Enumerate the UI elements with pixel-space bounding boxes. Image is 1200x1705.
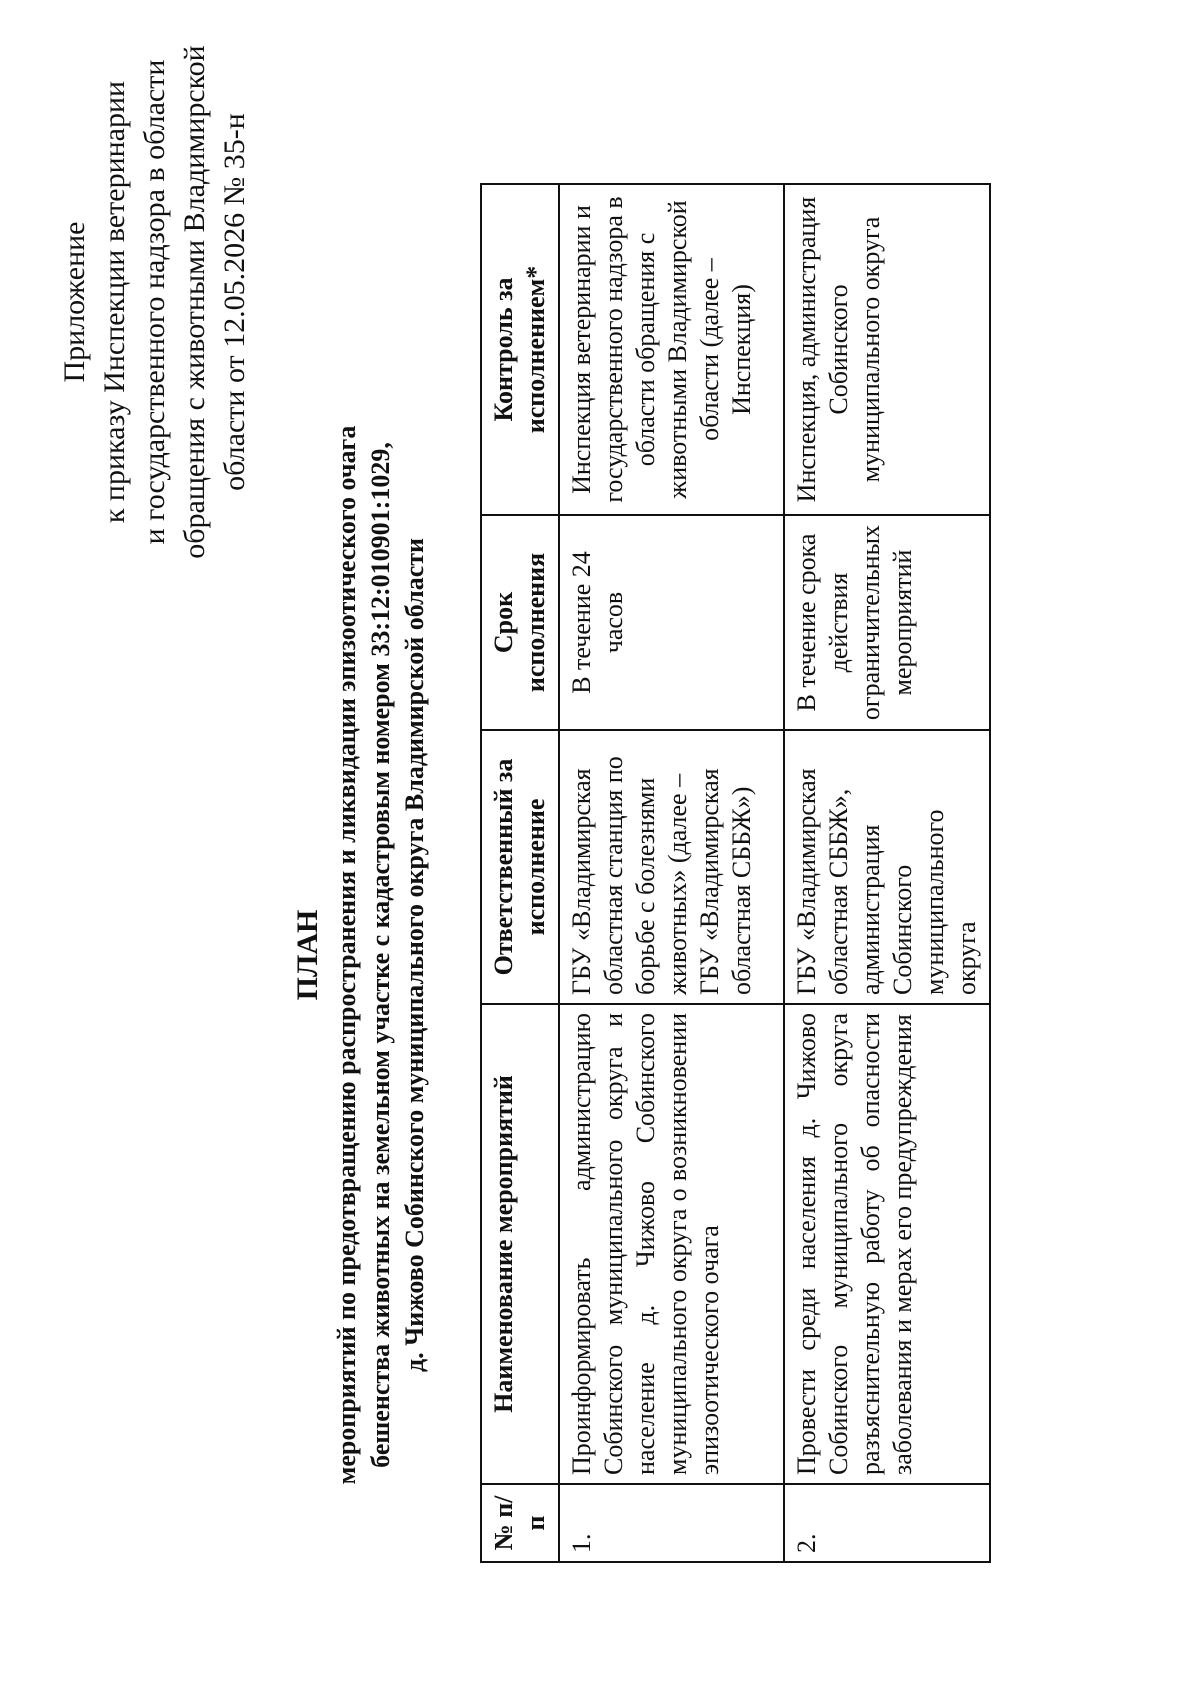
plan-subtitle-line: мероприятий по предотвращению распространения и ликвидации эпизоотического очага	[332, 425, 361, 1485]
plan-subtitle-line: бешенства животных на земельном участке с кадастровым номером 33:12:010901:1029,	[366, 442, 395, 1468]
table-header-row	[481, 184, 559, 1562]
plan-table	[480, 183, 991, 1563]
table-row	[559, 184, 784, 1562]
row-task: Провести среди населения д. Чижово Собинского муниципального округа разъяснительную работу об опасности заболевания и мерах его предупреждения	[784, 1004, 990, 1484]
header-num: № п/п	[481, 1484, 559, 1562]
header-responsible: Ответственный за исполнение	[481, 730, 559, 1004]
appendix-line: Приложение	[58, 221, 91, 383]
row-responsible: ГБУ «Владимирская областная станция по борьбе с болезнями животных» (далее – ГБУ «Владимирская областная СББЖ»)	[559, 730, 784, 1004]
row-deadline: В течение 24 часов	[559, 515, 784, 730]
row-control: Инспекция ветеринарии и государственного надзора в области обращения с животными Владимирской области (далее – Инспекция)	[559, 184, 784, 515]
row-deadline: В течение срока действия ограничительных мероприятий	[784, 515, 990, 730]
plan-title: ПЛАН	[291, 909, 324, 1001]
header-control: Контроль за исполнением*	[481, 184, 559, 515]
row-task: Проинформировать администрацию Собинского муниципального округа и население д. Чижово Собинского муниципального округа о возникновении эпизоотического очага	[559, 1004, 784, 1484]
table-row	[784, 184, 990, 1562]
row-responsible: ГБУ «Владимирская областная СББЖ», администрация Собинского муниципального округа	[784, 730, 990, 1004]
header-name: Наименование мероприятий	[481, 1004, 559, 1484]
row-control: Инспекция, администрация Собинского муниципального округа	[784, 184, 990, 515]
appendix-line: обращения с животными Владимирской	[178, 45, 211, 559]
header-deadline: Срок исполнения	[481, 515, 559, 730]
appendix-line: области от 12.05.2026 № 35-н	[218, 113, 251, 491]
appendix-line: к приказу Инспекции ветеринарии	[98, 80, 131, 524]
appendix-line: и государственного надзора в области	[138, 59, 171, 545]
appendix-header	[55, 42, 255, 562]
plan-subtitle	[330, 305, 432, 1605]
row-num: 1.	[559, 1484, 784, 1562]
plan-subtitle-line: д. Чижово Собинского муниципального округа Владимирской области	[400, 537, 429, 1373]
row-num: 2.	[784, 1484, 990, 1562]
